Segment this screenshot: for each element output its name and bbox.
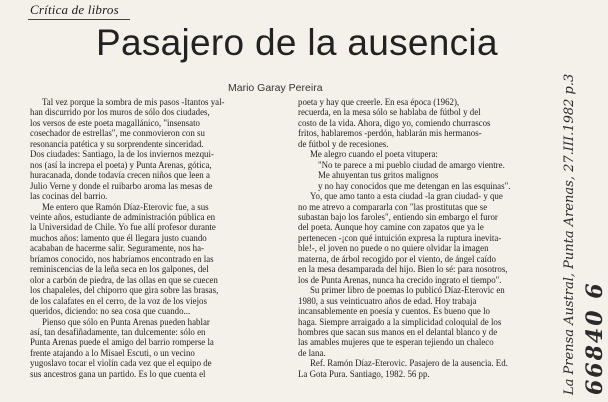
- text-line: materna, de árbol recogido por el viento, de ángel caído: [298, 253, 496, 264]
- text-line: nos (así la increpa el poeta) y Punta Arenas, gótica,: [30, 159, 212, 170]
- text-line: cosechador de estrellas", me conmovieron con su: [30, 128, 205, 139]
- handwritten-source-note: La Prensa Austral, Punta Arenas, 27.III.1982 p.3: [562, 73, 577, 395]
- text-line: resonancia patética y su sorprendente sinceridad.: [30, 138, 204, 149]
- right-column: [298, 97, 548, 379]
- left-column: [30, 97, 282, 379]
- text-line: queridos, diciendo: no sea cosa que cuando...: [30, 306, 191, 317]
- handwritten-catalog-number: 66840 6: [582, 281, 608, 395]
- byline: Mario Garay Pereira: [228, 82, 323, 94]
- text-line: frente atajando a lo Misael Escuti, o un vecino: [30, 347, 195, 358]
- text-line: de fútbol y de recesiones.: [298, 138, 389, 149]
- article-title: Pasajero de la ausencia: [96, 22, 498, 63]
- text-line: olor a carbón de piedra, de las ollas en que se cuecen: [30, 274, 218, 285]
- section-rule: [28, 19, 130, 20]
- text-line: hombres que sacan sus manos en el delantal blanco y de: [298, 326, 498, 337]
- text-line: Su primer libro de poemas lo publicó Díaz-Eterovic en: [310, 285, 505, 296]
- text-line: muchos años: lamento que él llegara justo cuando: [30, 232, 207, 243]
- text-line: Me alegro cuando el poeta vitupera:: [310, 149, 438, 160]
- text-line: los chapaleles, del chiporro que gira sobre las brasas,: [30, 285, 219, 296]
- text-line: Tal vez porque la sombra de mis pasos -Itantos yal-: [42, 97, 225, 107]
- text-line: Yo, que amo tanto a esta ciudad -la gran ciudad- y que: [310, 191, 503, 202]
- text-line: los versos de este poeta magallánico, "insensato: [30, 117, 200, 128]
- text-line: Pienso que sólo en Punta Arenas pueden hablar: [42, 316, 210, 327]
- text-line: Me ahuyentan tus gritos malignos: [318, 170, 439, 181]
- text-line: las amables mujeres que te esperan tejiendo un chaleco: [298, 337, 494, 348]
- section-label: Crítica de libros: [30, 2, 119, 17]
- text-line: la Universidad de Chile. Yo fue allí profesor durante: [30, 222, 216, 233]
- text-line: Me entero que Ramón Díaz-Eterovic fue, a sus: [42, 201, 209, 212]
- text-line: poeta y hay que creerle. En esa época (1962),: [298, 97, 460, 107]
- text-line: los de Punta Arenas, nunca ha crecido ingrato el tiempo".: [298, 274, 502, 285]
- text-line: Dos ciudades: Santiago, la de los inviernos mezqui-: [30, 149, 214, 160]
- text-line: bríamos conocido, nos habríamos encontrado en las: [30, 253, 214, 264]
- text-line: incansablemente en poesía y cuentos. Es bueno que lo: [298, 306, 490, 317]
- text-line: veinte años, estudiante de administración pública en: [30, 211, 216, 222]
- text-line: recuerda, en la mesa sólo se hablaba de fútbol y del: [298, 107, 481, 118]
- text-line: yugoslavo tocar el violín cada vez que el equipo de: [30, 358, 212, 369]
- text-line: "No te parece a mi pueblo ciudad de amargo vientre.: [318, 159, 505, 170]
- text-line: La Gota Pura. Santiago, 1982. 56 pp.: [298, 368, 430, 379]
- text-line: Ref. Ramón Díaz-Eterovic. Pasajero de la ausencia. Ed.: [310, 358, 508, 369]
- text-line: de lana.: [298, 347, 326, 358]
- text-line: del poeta. Aunque hoy camine con zapatos que ya le: [298, 222, 484, 233]
- text-line: fritos, hablaremos -perdón, hablarán mis hermanos-: [298, 128, 482, 139]
- text-line: las cocinas del barrio.: [30, 191, 108, 202]
- text-line: así, tan desafiñadamente, tan dulcemente: sólo en: [30, 326, 206, 337]
- text-line: en la mesa desamparada del hijo. Bien lo sé: para nosotros,: [298, 264, 508, 275]
- text-line: Punta Arenas puede el amigo del barrio romperse la: [30, 337, 214, 348]
- text-line: Julio Verne y donde el ruibarbo aroma las mesas de: [30, 180, 213, 191]
- text-line: y no hay conocidos que me detengan en las esquinas".: [318, 180, 511, 191]
- text-line: subastan bajo los faroles", entiendo sin embargo el furor: [298, 211, 498, 222]
- text-line: sus ancestros gana un partido. Es lo que cuenta el: [30, 368, 206, 379]
- text-line: pertenecen -¡con qué intuición expresa la ruptura inevita-: [298, 232, 502, 243]
- text-line: han discurrido por los muros de sólo dos ciudades,: [30, 107, 210, 118]
- text-line: no me atrevo a compararla con "las prostitutas que se: [298, 201, 488, 212]
- text-line: ble!-, el joven no puede o no quiere olvidar la imagen: [298, 243, 489, 254]
- text-line: haga. Siempre arraigado a la simplicidad coloquial de los: [298, 316, 502, 327]
- text-line: costo de la vida. Ahora, digo yo, comiendo churrascos: [298, 117, 491, 128]
- text-line: 1980, a sus veinticuatro años de edad. Hoy trabaja: [298, 295, 477, 306]
- text-line: reminiscencias de la leña seca en los galpones, del: [30, 264, 209, 275]
- text-line: huracanada, donde todavía crecen niños que leen a: [30, 170, 210, 181]
- text-line: acababan de hacerme salir. Seguramente, nos ha-: [30, 243, 204, 254]
- text-line: de los calafates en el cerro, de la voz de los viejos: [30, 295, 207, 306]
